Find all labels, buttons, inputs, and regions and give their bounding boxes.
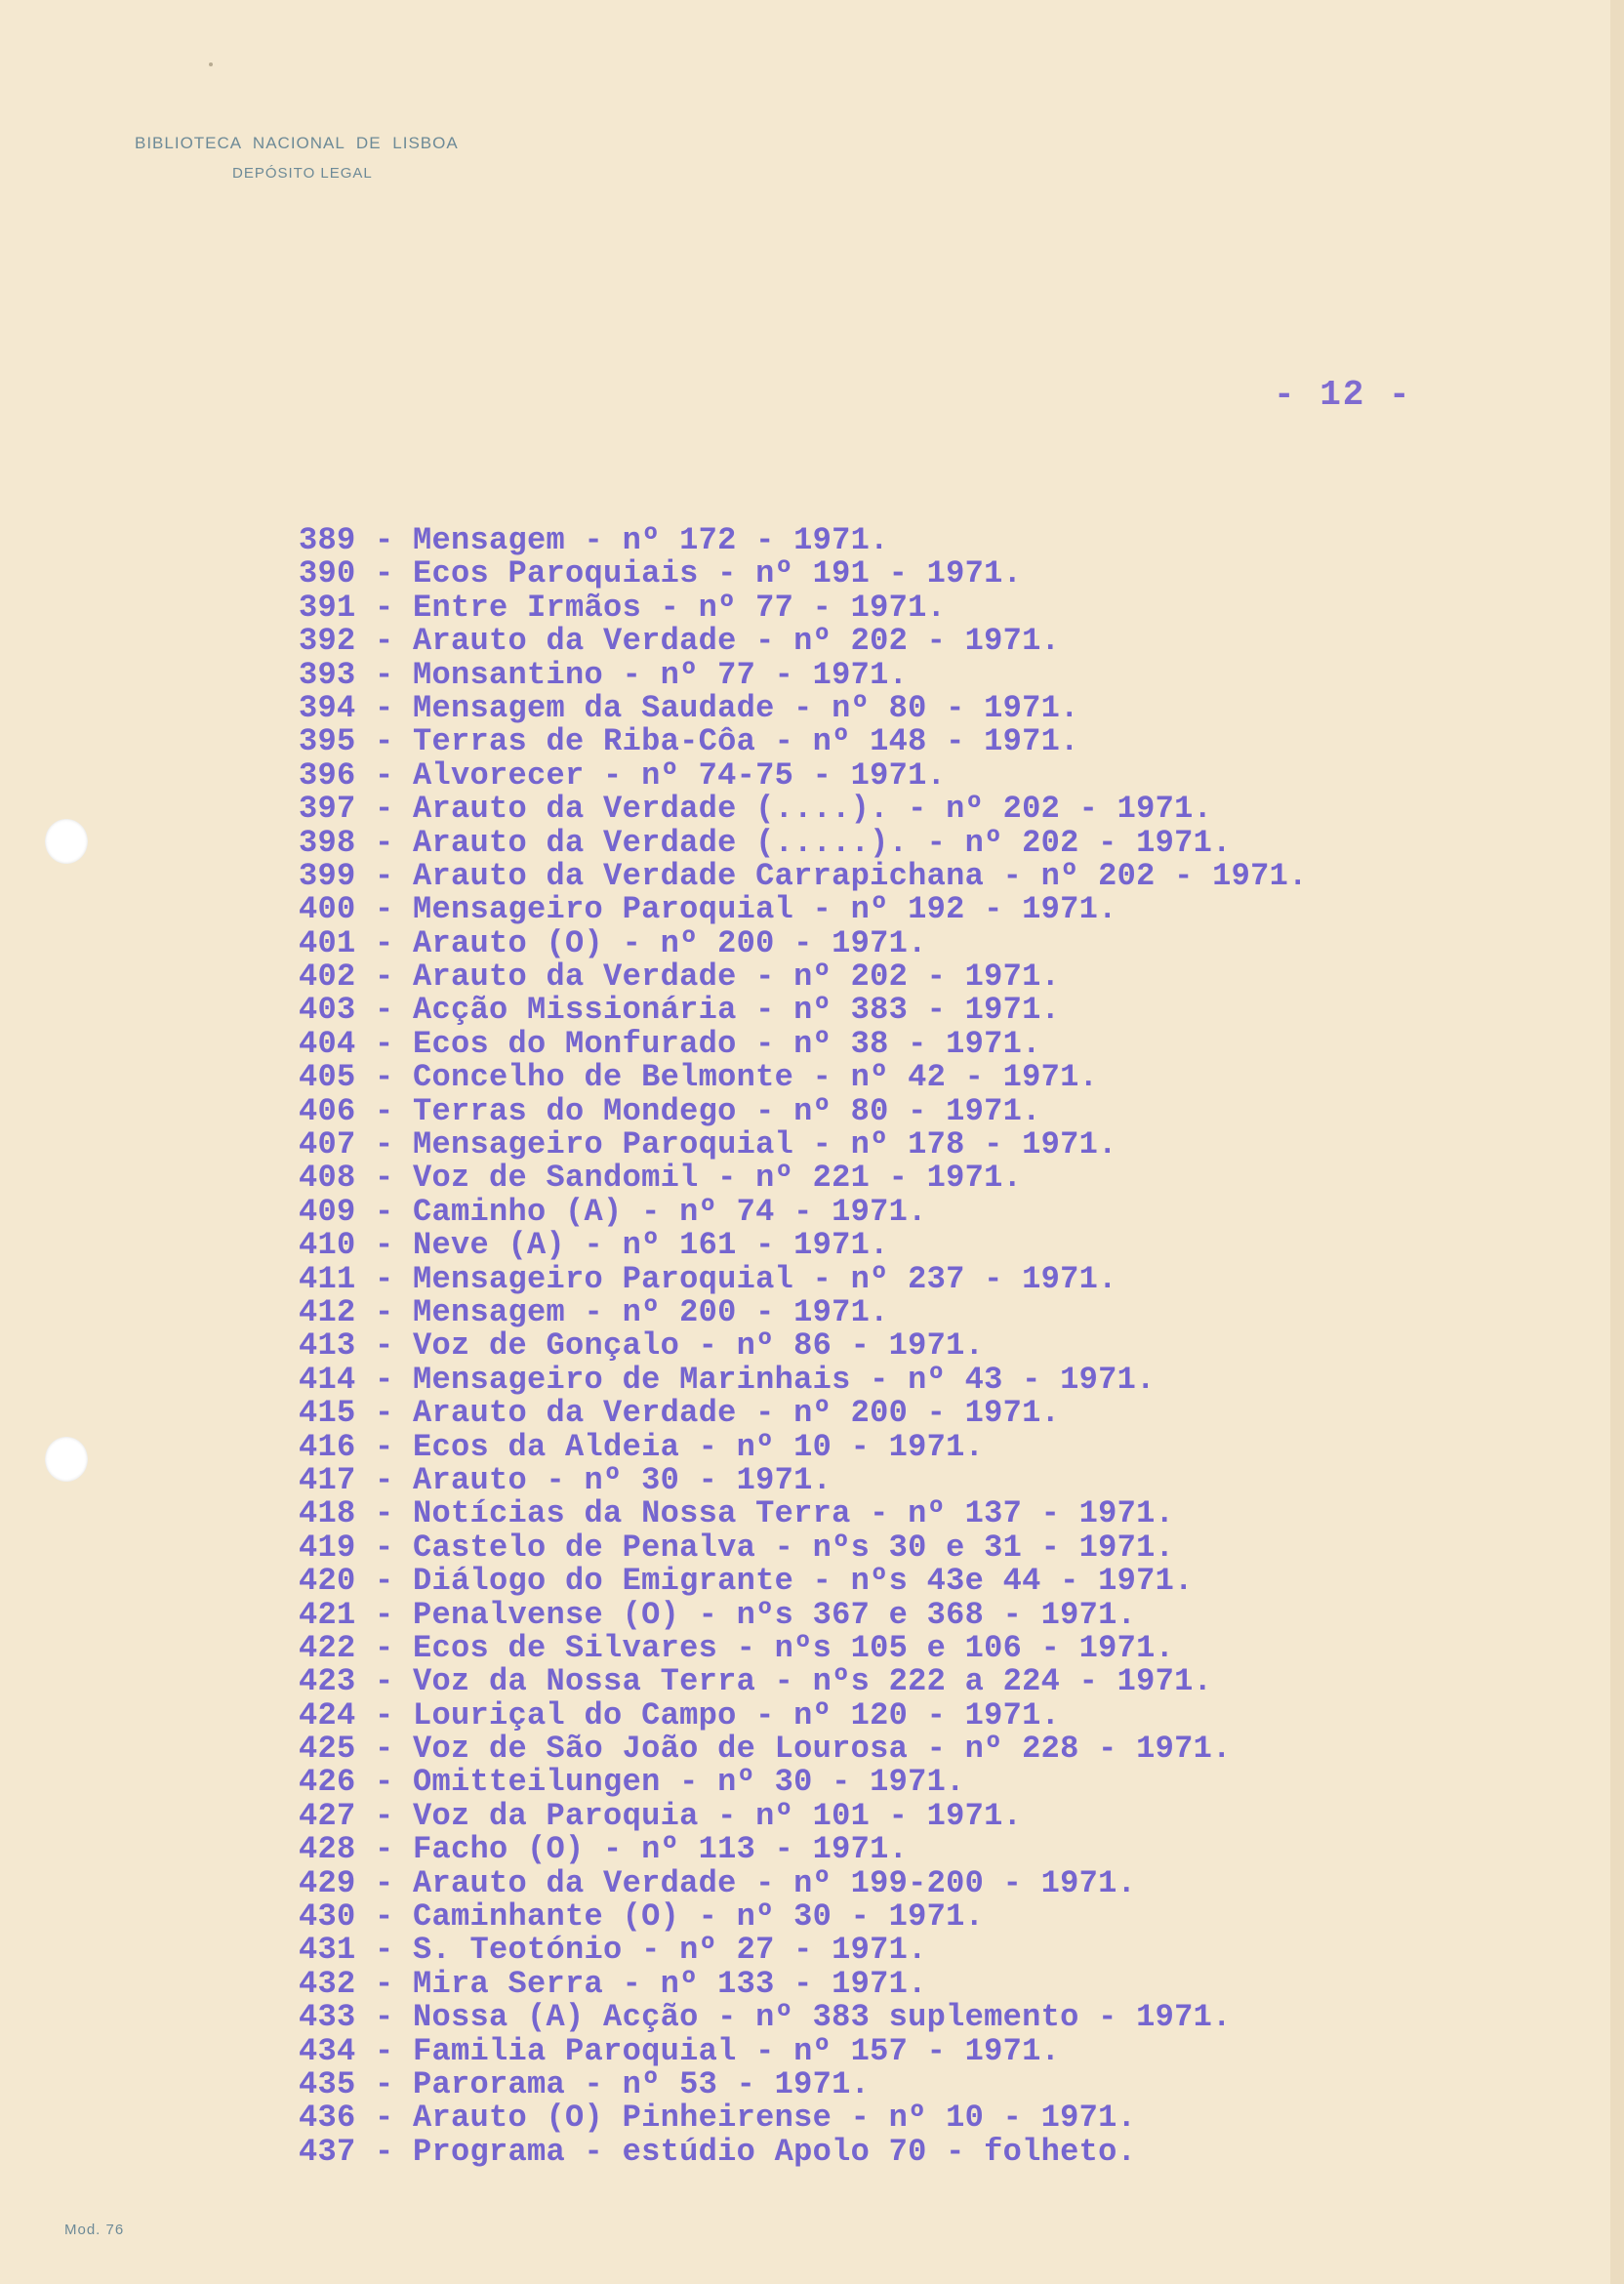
entry-text: Mensageiro Paroquial - nº 237 - 1971. (413, 1260, 1117, 1297)
entry-separator: - (355, 958, 414, 996)
entry-text: Entre Irmãos - nº 77 - 1971. (413, 589, 947, 626)
entry-text: Arauto (O) Pinheirense - nº 10 - 1971. (413, 2100, 1137, 2137)
entry-text: Voz de São João de Lourosa - nº 228 - 1971. (413, 1731, 1232, 1768)
entry-number: 420 (299, 1563, 356, 1600)
entry-number: 414 (299, 1361, 356, 1398)
entry-number: 406 (299, 1092, 356, 1129)
entry-text: Voz da Nossa Terra - nºs 222 a 224 - 1971. (413, 1663, 1213, 1700)
entry-text: Voz de Gonçalo - nº 86 - 1971. (413, 1327, 985, 1365)
entry-number: 396 (299, 756, 356, 794)
page-edge (1610, 0, 1624, 2284)
entry-text: Penalvense (O) - nºs 367 e 368 - 1971. (413, 1596, 1137, 1633)
list-item (299, 824, 1308, 861)
entry-text: Programa - estúdio Apolo 70 - folheto. (413, 2133, 1137, 2170)
entry-text: Notícias da Nossa Terra - nº 137 - 1971. (413, 1495, 1175, 1532)
entry-number: 403 (299, 992, 356, 1029)
entry-separator: - (355, 1797, 414, 1834)
entry-text: Arauto da Verdade (.....). - nº 202 - 1971. (413, 824, 1232, 861)
list-item (299, 893, 1308, 926)
entry-separator: - (355, 1092, 414, 1129)
list-item (299, 557, 1308, 591)
list-item (299, 1565, 1308, 1598)
entry-text: Mensagem - nº 172 - 1971. (413, 522, 889, 558)
entry-number: 419 (299, 1529, 356, 1566)
entry-number: 392 (299, 623, 356, 660)
list-item (299, 1428, 1308, 1465)
list-item (299, 1900, 1308, 1934)
entry-separator: - (355, 824, 414, 861)
entry-number: 402 (299, 958, 356, 996)
entry-number: 433 (299, 1999, 356, 2036)
list-item (299, 1733, 1308, 1766)
list-item (299, 1629, 1308, 1666)
punch-hole (45, 819, 88, 864)
entry-number: 430 (299, 1898, 356, 1936)
entry-number: 424 (299, 1696, 356, 1733)
list-item (299, 1128, 1308, 1162)
list-item (299, 1025, 1308, 1062)
entry-list (299, 524, 1308, 2169)
page-number: - 12 - (1274, 375, 1412, 415)
entry-number: 394 (299, 689, 356, 726)
list-item (299, 1696, 1308, 1733)
entry-number: 389 (299, 522, 356, 558)
entry-text: Arauto da Verdade (....). - nº 202 - 1971. (413, 791, 1213, 828)
entry-text: Facho (O) - nº 113 - 1971. (413, 1831, 909, 1868)
entry-number: 416 (299, 1428, 356, 1465)
entry-number: 412 (299, 1293, 356, 1330)
entry-separator: - (355, 656, 414, 693)
list-item (299, 756, 1308, 794)
entry-separator: - (355, 791, 414, 828)
entry-number: 428 (299, 1831, 356, 1868)
entry-separator: - (355, 689, 414, 726)
entry-separator: - (355, 1629, 414, 1666)
list-item (299, 524, 1308, 557)
entry-text: Arauto (O) - nº 200 - 1971. (413, 924, 927, 961)
entry-separator: - (355, 1696, 414, 1733)
entry-separator: - (355, 756, 414, 794)
entry-text: Ecos Paroquiais - nº 191 - 1971. (413, 555, 1023, 592)
list-item (299, 1162, 1308, 1195)
entry-text: Neve (A) - nº 161 - 1971. (413, 1227, 889, 1264)
entry-separator: - (355, 924, 414, 961)
list-item (299, 1833, 1308, 1866)
entry-text: Omitteilungen - nº 30 - 1971. (413, 1764, 965, 1801)
entry-text: Arauto da Verdade - nº 202 - 1971. (413, 623, 1061, 660)
letterhead-institution: BIBLIOTECA NACIONAL DE LISBOA (135, 134, 459, 152)
letterhead (135, 134, 459, 182)
list-item (299, 2101, 1308, 2135)
entry-number: 421 (299, 1596, 356, 1633)
entry-text: Voz da Paroquia - nº 101 - 1971. (413, 1797, 1023, 1834)
entry-text: Mira Serra - nº 133 - 1971. (413, 1965, 927, 2002)
entry-number: 409 (299, 1193, 356, 1230)
entry-separator: - (355, 1293, 414, 1330)
entry-text: Arauto da Verdade - nº 202 - 1971. (413, 958, 1061, 996)
list-item (299, 656, 1308, 693)
entry-number: 408 (299, 1160, 356, 1197)
entry-separator: - (355, 1663, 414, 1700)
entry-text: Mensageiro Paroquial - nº 192 - 1971. (413, 891, 1117, 928)
list-item (299, 1260, 1308, 1297)
entry-number: 397 (299, 791, 356, 828)
entry-text: Arauto da Verdade - nº 200 - 1971. (413, 1395, 1061, 1432)
entry-separator: - (355, 2065, 414, 2102)
entry-text: Voz de Sandomil - nº 221 - 1971. (413, 1160, 1023, 1197)
entry-separator: - (355, 1965, 414, 2002)
entry-number: 427 (299, 1797, 356, 1834)
entry-text: Ecos da Aldeia - nº 10 - 1971. (413, 1428, 985, 1465)
entry-text: Mensageiro Paroquial - nº 178 - 1971. (413, 1126, 1117, 1163)
entry-text: Arauto da Verdade Carrapichana - nº 202 - 1971. (413, 857, 1308, 894)
list-item (299, 2133, 1308, 2170)
entry-separator: - (355, 1898, 414, 1936)
list-item (299, 793, 1308, 826)
entry-number: 418 (299, 1495, 356, 1532)
entry-number: 390 (299, 555, 356, 592)
entry-text: Caminho (A) - nº 74 - 1971. (413, 1193, 927, 1230)
entry-separator: - (355, 1495, 414, 1532)
entry-separator: - (355, 1059, 414, 1096)
entry-number: 407 (299, 1126, 356, 1163)
list-item (299, 2032, 1308, 2069)
entry-number: 393 (299, 656, 356, 693)
entry-number: 399 (299, 857, 356, 894)
entry-separator: - (355, 723, 414, 760)
entry-number: 425 (299, 1731, 356, 1768)
list-item (299, 1361, 1308, 1398)
list-item (299, 960, 1308, 994)
list-item (299, 1193, 1308, 1230)
list-item (299, 1864, 1308, 1901)
paper-speck (209, 62, 213, 66)
entry-separator: - (355, 1461, 414, 1498)
entry-separator: - (355, 522, 414, 558)
punch-hole (45, 1437, 88, 1482)
list-item (299, 725, 1308, 758)
entry-separator: - (355, 1327, 414, 1365)
entry-number: 400 (299, 891, 356, 928)
entry-separator: - (355, 1227, 414, 1264)
entry-separator: - (355, 1563, 414, 1600)
list-item (299, 1461, 1308, 1498)
list-item (299, 1061, 1308, 1094)
entry-number: 391 (299, 589, 356, 626)
entry-number: 398 (299, 824, 356, 861)
entry-separator: - (355, 555, 414, 592)
entry-separator: - (355, 1529, 414, 1566)
entry-number: 432 (299, 1965, 356, 2002)
list-item (299, 1531, 1308, 1565)
entry-text: S. Teotónio - nº 27 - 1971. (413, 1932, 927, 1969)
list-item (299, 924, 1308, 961)
entry-text: Louriçal do Campo - nº 120 - 1971. (413, 1696, 1061, 1733)
entry-separator: - (355, 623, 414, 660)
list-item (299, 1766, 1308, 1799)
list-item (299, 2001, 1308, 2034)
list-item (299, 1229, 1308, 1262)
entry-text: Mensagem da Saudade - nº 80 - 1971. (413, 689, 1079, 726)
entry-text: Arauto - nº 30 - 1971. (413, 1461, 832, 1498)
list-item (299, 1797, 1308, 1834)
entry-number: 434 (299, 2032, 356, 2069)
entry-text: Parorama - nº 53 - 1971. (413, 2065, 871, 2102)
entry-separator: - (355, 1731, 414, 1768)
entry-number: 435 (299, 2065, 356, 2102)
entry-text: Familia Paroquial - nº 157 - 1971. (413, 2032, 1061, 2069)
entry-separator: - (355, 2133, 414, 2170)
entry-number: 417 (299, 1461, 356, 1498)
entry-separator: - (355, 1932, 414, 1969)
entry-separator: - (355, 1764, 414, 1801)
entry-number: 436 (299, 2100, 356, 2137)
entry-separator: - (355, 589, 414, 626)
entry-separator: - (355, 891, 414, 928)
list-item (299, 1092, 1308, 1129)
list-item (299, 1596, 1308, 1633)
entry-text: Nossa (A) Acção - nº 383 suplemento - 1971. (413, 1999, 1232, 2036)
entry-separator: - (355, 1864, 414, 1901)
letterhead-department: DEPÓSITO LEGAL (232, 165, 373, 182)
entry-separator: - (355, 1260, 414, 1297)
entry-number: 431 (299, 1932, 356, 1969)
entry-separator: - (355, 1831, 414, 1868)
entry-text: Arauto da Verdade - nº 199-200 - 1971. (413, 1864, 1137, 1901)
list-item (299, 1497, 1308, 1530)
entry-number: 404 (299, 1025, 356, 1062)
entry-number: 423 (299, 1663, 356, 1700)
list-item (299, 1934, 1308, 1967)
entry-number: 429 (299, 1864, 356, 1901)
entry-text: Ecos de Silvares - nºs 105 e 106 - 1971. (413, 1629, 1175, 1666)
entry-number: 405 (299, 1059, 356, 1096)
entry-text: Mensageiro de Marinhais - nº 43 - 1971. (413, 1361, 1156, 1398)
entry-separator: - (355, 1193, 414, 1230)
list-item (299, 857, 1308, 894)
entry-separator: - (355, 1025, 414, 1062)
entry-text: Acção Missionária - nº 383 - 1971. (413, 992, 1061, 1029)
entry-text: Monsantino - nº 77 - 1971. (413, 656, 909, 693)
list-item (299, 994, 1308, 1027)
entry-separator: - (355, 992, 414, 1029)
entry-separator: - (355, 857, 414, 894)
entry-text: Caminhante (O) - nº 30 - 1971. (413, 1898, 985, 1936)
list-item (299, 689, 1308, 726)
entry-separator: - (355, 1361, 414, 1398)
entry-separator: - (355, 1596, 414, 1633)
entry-number: 410 (299, 1227, 356, 1264)
entry-text: Diálogo do Emigrante - nºs 43e 44 - 1971. (413, 1563, 1194, 1600)
list-item (299, 591, 1308, 625)
form-model-mark: Mod. 76 (64, 2222, 125, 2238)
entry-separator: - (355, 2032, 414, 2069)
list-item (299, 625, 1308, 658)
list-item (299, 1665, 1308, 1698)
list-item (299, 1329, 1308, 1363)
entry-number: 422 (299, 1629, 356, 1666)
entry-number: 401 (299, 924, 356, 961)
entry-separator: - (355, 1160, 414, 1197)
entry-text: Concelho de Belmonte - nº 42 - 1971. (413, 1059, 1099, 1096)
entry-text: Mensagem - nº 200 - 1971. (413, 1293, 889, 1330)
entry-text: Ecos do Monfurado - nº 38 - 1971. (413, 1025, 1041, 1062)
entry-text: Terras do Mondego - nº 80 - 1971. (413, 1092, 1041, 1129)
entry-number: 437 (299, 2133, 356, 2170)
list-item (299, 1397, 1308, 1430)
entry-separator: - (355, 1999, 414, 2036)
list-item (299, 1293, 1308, 1330)
list-item (299, 1965, 1308, 2002)
list-item (299, 2065, 1308, 2102)
entry-number: 411 (299, 1260, 356, 1297)
entry-separator: - (355, 1428, 414, 1465)
entry-text: Alvorecer - nº 74-75 - 1971. (413, 756, 947, 794)
entry-separator: - (355, 1395, 414, 1432)
entry-number: 395 (299, 723, 356, 760)
entry-number: 413 (299, 1327, 356, 1365)
entry-text: Terras de Riba-Côa - nº 148 - 1971. (413, 723, 1079, 760)
entry-number: 415 (299, 1395, 356, 1432)
entry-separator: - (355, 2100, 414, 2137)
entry-number: 426 (299, 1764, 356, 1801)
entry-text: Castelo de Penalva - nºs 30 e 31 - 1971. (413, 1529, 1175, 1566)
entry-separator: - (355, 1126, 414, 1163)
